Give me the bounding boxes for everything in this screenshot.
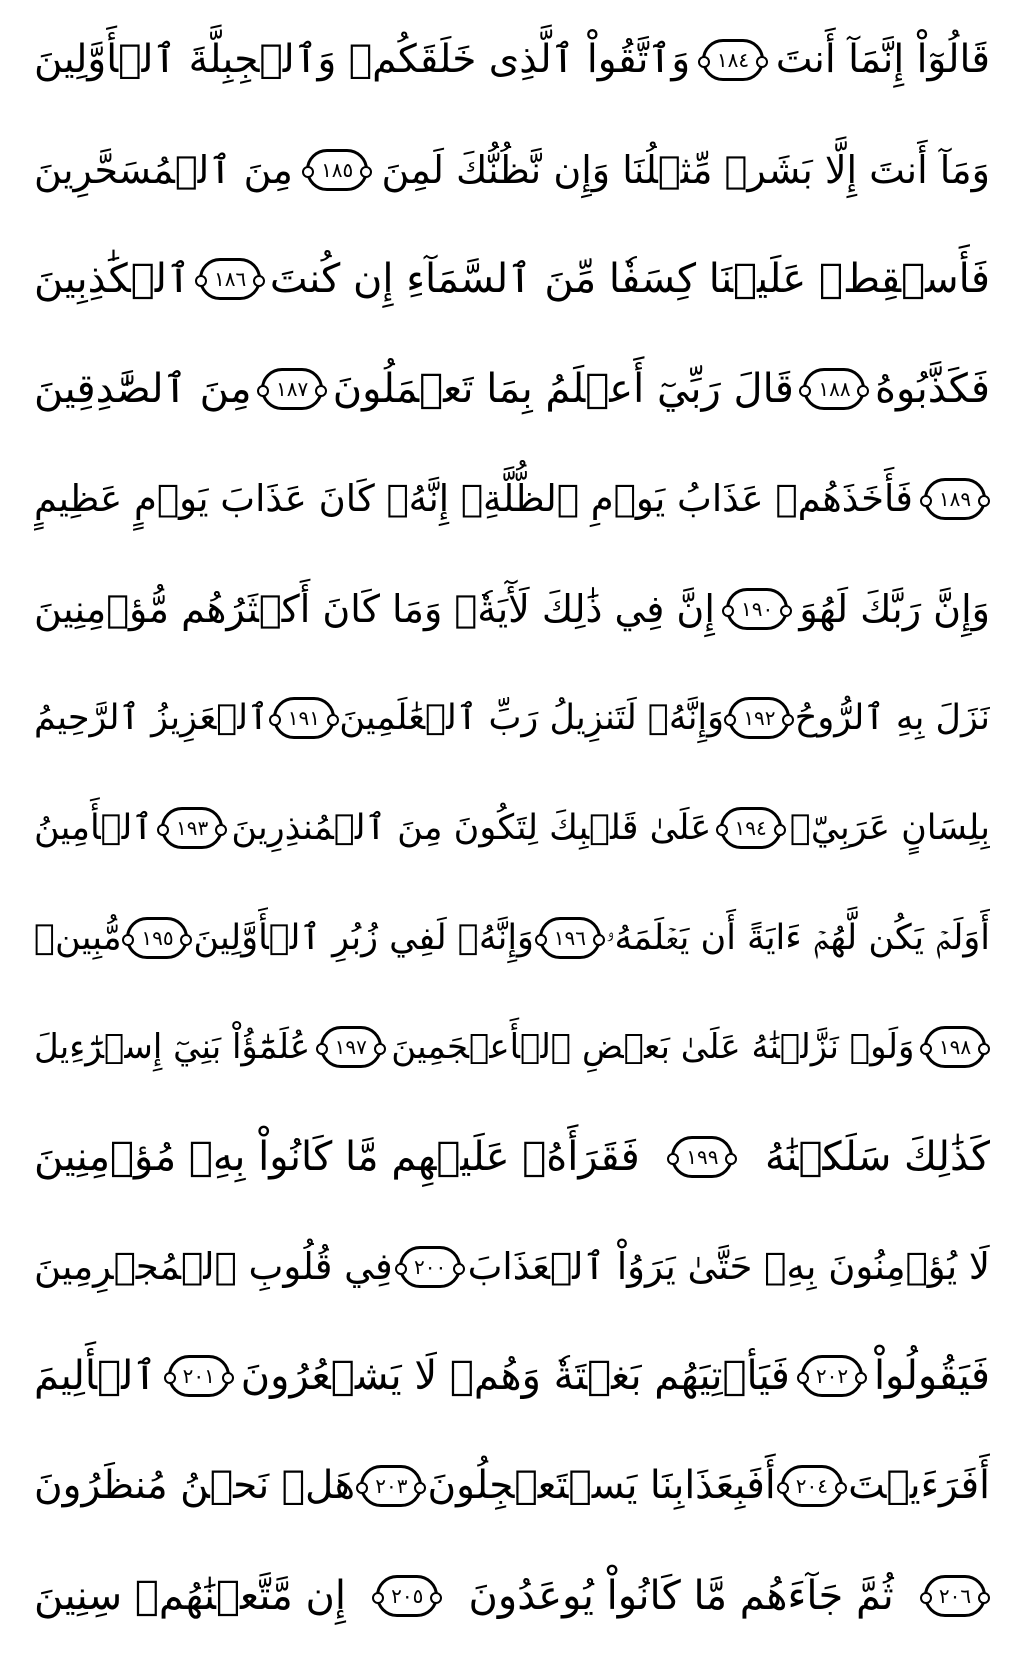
verse-text: فَيَقُولُواْ	[873, 1353, 990, 1400]
verse-number: ١٨٩	[938, 486, 972, 511]
verse-number: ٢٠٣	[375, 1474, 408, 1499]
verse-text: وَٱتَّقُواْ ٱلَّذِى خَلَقَكُمۡ وَٱلۡجِبِلَّةَ ٱلۡأَوَّلِينَ	[34, 37, 691, 82]
verse-text: نَزَلَ بِهِ ٱلرُّوحُ	[794, 698, 990, 739]
text-line	[34, 563, 990, 655]
verse-number: ٢٠٢	[815, 1364, 849, 1389]
verse-end-marker	[801, 1355, 863, 1397]
verse-text: ثُمَّ جَآءَهُم مَّا كَانُواْ يُوعَدُونَ	[468, 1572, 894, 1619]
verse-number: ١٩١	[287, 706, 321, 731]
verse-text: مُّبِينٖ	[34, 917, 122, 958]
verse-text: ٱلۡعَزِيزُ ٱلرَّحِيمُ	[34, 698, 269, 739]
verse-text: عَلَىٰ قَلۡبِكَ لِتَكُونَ مِنَ ٱلۡمُنذِرِينَ	[231, 807, 712, 848]
verse-number: ١٩٩	[686, 1145, 719, 1170]
verse-text: أَفَرَءَيۡتَ	[848, 1463, 990, 1509]
text-line	[34, 1440, 990, 1532]
text-line	[34, 672, 990, 764]
verse-number: ١٩٣	[176, 815, 209, 840]
verse-text: بِلِسَانٍ عَرَبِيّٖ	[789, 807, 990, 848]
verse-number: ١٩٢	[743, 706, 776, 731]
verse-number: ١٩٧	[334, 1035, 367, 1060]
verse-end-marker	[924, 1575, 986, 1617]
verse-end-marker	[360, 1465, 422, 1507]
verse-text: أَفَبِعَذَابِنَا يَسۡتَعۡجِلُونَ	[427, 1463, 776, 1509]
verse-end-marker	[728, 697, 790, 739]
verse-number: ١٩٠	[741, 596, 774, 621]
verse-end-marker	[399, 1246, 461, 1288]
verse-number: ٢٠٦	[938, 1583, 972, 1608]
text-line	[34, 1221, 990, 1313]
verse-end-marker	[199, 258, 261, 300]
verse-text: عُلَمَٰٓؤُاْ بَنِيٓ إِسۡرَٰٓءِيلَ	[34, 1027, 311, 1068]
verse-number: ٢٠٤	[795, 1474, 829, 1499]
verse-text: فَيَأۡتِيَهُم بَغۡتَةٗ وَهُمۡ لَا يَشۡعُرُونَ	[240, 1353, 790, 1400]
verse-text: وَإِنَّ رَبَّكَ لَهُوَ	[799, 586, 990, 631]
verse-text: وَمَآ أَنتَ إِلَّا بَشَرٞ مِّثۡلُنَا وَإِن نَّظُنُّكَ لَمِنَ	[381, 147, 990, 192]
verse-text: أَوَلَمۡ يَكُن لَّهُمۡ ءَايَةً أَن يَعۡلَمَهُۥ	[605, 917, 990, 958]
text-line	[34, 124, 990, 216]
verse-number: ١٨٦	[214, 267, 247, 292]
verse-number: ١٨٨	[818, 377, 851, 402]
verse-end-marker	[376, 1575, 438, 1617]
verse-end-marker	[306, 149, 368, 191]
verse-text: وَإِنَّهُۥ لَتَنزِيلُ رَبِّ ٱلۡعَٰلَمِينَ	[339, 698, 725, 739]
verse-end-marker	[273, 697, 335, 739]
verse-end-marker	[803, 368, 865, 410]
verse-text: قَالَ رَبِّيٓ أَعۡلَمُ بِمَا تَعۡمَلُونَ	[332, 366, 794, 413]
verse-text: فَأَسۡقِطۡ عَلَيۡنَا كِسَفٗا مِّنَ ٱلسَّمَآءِ إِن كُنتَ	[269, 256, 990, 303]
verse-number: ١٨٤	[716, 48, 750, 72]
text-line	[34, 453, 990, 545]
verse-text: هَلۡ نَحۡنُ مُنظَرُونَ	[34, 1463, 356, 1509]
verse-number: ٢٠٥	[391, 1583, 424, 1608]
verse-number: ١٨٧	[276, 377, 309, 402]
verse-text: لَا يُؤۡمِنُونَ بِهِۦ حَتَّىٰ يَرَوُاْ ٱلۡعَذَابَ	[467, 1244, 990, 1288]
verse-text: فَأَخَذَهُمۡ عَذَابُ يَوۡمِ ٱلظُّلَّةِۚ إِنَّهُۥ كَانَ عَذَابَ يَوۡمٍ عَظِيمٍ	[34, 476, 913, 520]
verse-end-marker	[924, 1026, 986, 1068]
verse-end-marker	[702, 39, 764, 81]
verse-number: ١٩٤	[734, 815, 767, 840]
verse-text: ٱلۡكَٰذِبِينَ	[34, 256, 191, 303]
verse-number: ١٩٨	[938, 1035, 972, 1060]
quran-page	[34, 14, 990, 1642]
verse-end-marker	[671, 1136, 733, 1178]
text-line	[34, 782, 990, 874]
verse-end-marker	[261, 368, 323, 410]
verse-end-marker	[720, 807, 782, 849]
verse-end-marker	[781, 1465, 843, 1507]
verse-number: ١٩٦	[553, 925, 586, 950]
verse-number: ١٩٥	[141, 925, 174, 950]
verse-text: كَذَٰلِكَ سَلَكۡنَٰهُ	[764, 1134, 990, 1181]
verse-number: ٢٠١	[182, 1364, 215, 1389]
verse-text: وَإِنَّهُۥ لَفِي زُبُرِ ٱلۡأَوَّلِينَ	[193, 917, 534, 958]
text-line	[34, 343, 990, 435]
verse-end-marker	[320, 1026, 382, 1068]
verse-number: ٢٠٠	[414, 1254, 447, 1279]
verse-end-marker	[168, 1355, 230, 1397]
text-line	[34, 892, 990, 984]
verse-text: مِنَ ٱلۡمُسَحَّرِينَ	[34, 147, 293, 192]
verse-end-marker	[539, 917, 601, 959]
verse-text: قَالُوٓاْ إِنَّمَآ أَنتَ	[775, 37, 990, 82]
verse-text: مِنَ ٱلصَّٰدِقِينَ	[34, 366, 252, 413]
verse-end-marker	[126, 917, 188, 959]
text-line	[34, 233, 990, 325]
verse-text: ٱلۡأَلِيمَ	[34, 1353, 157, 1400]
verse-text: فَقَرَأَهُۥ عَلَيۡهِم مَّا كَانُواْ بِهِۦ مُؤۡمِنِينَ	[34, 1134, 640, 1181]
verse-text: فِي قُلُوبِ ٱلۡمُجۡرِمِينَ	[34, 1244, 393, 1288]
verse-text: إِن مَّتَّعۡنَٰهُمۡ سِنِينَ	[34, 1572, 346, 1619]
text-line	[34, 1330, 990, 1422]
verse-text: وَلَوۡ نَزَّلۡنَٰهُ عَلَىٰ بَعۡضِ ٱلۡأَعۡجَمِينَ	[391, 1027, 915, 1068]
verse-end-marker	[726, 588, 788, 630]
verse-text: ٱلۡأَمِينُ	[34, 807, 153, 848]
text-line	[34, 1001, 990, 1093]
verse-number: ١٨٥	[321, 157, 354, 182]
text-line	[34, 1550, 990, 1642]
verse-text: إِنَّ فِي ذَٰلِكَ لَأٓيَةٗۖ وَمَا كَانَ أَكۡثَرُهُم مُّؤۡمِنِينَ	[34, 586, 715, 631]
text-line	[34, 14, 990, 106]
verse-end-marker	[924, 478, 986, 520]
verse-end-marker	[161, 807, 223, 849]
text-line	[34, 1111, 990, 1203]
verse-text: فَكَذَّبُوهُ	[875, 366, 990, 413]
